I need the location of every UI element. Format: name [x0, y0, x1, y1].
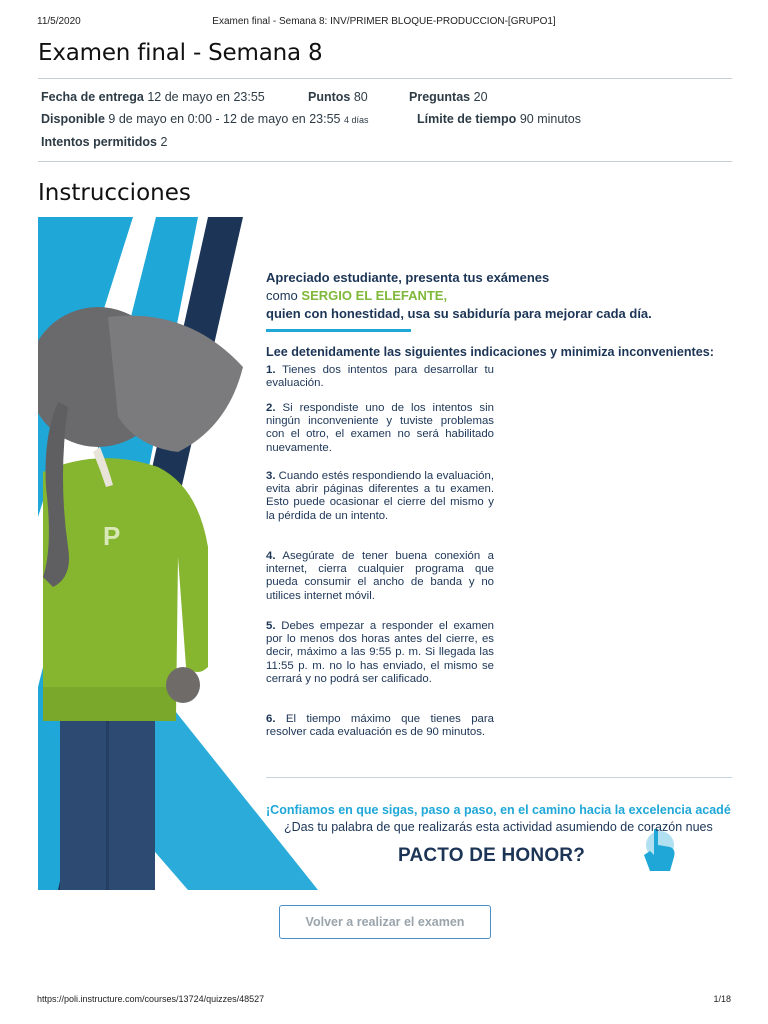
page-title: Examen final - Semana 8 [38, 40, 323, 66]
available-label: Disponible [41, 112, 105, 126]
print-footer [37, 994, 731, 1008]
banner-closing-line1: ¡Confiamos en que sigas, paso a paso, en el camino hacia la excelencia acadé [266, 803, 731, 817]
banner-intro-line2 [266, 287, 447, 304]
due-date [41, 90, 265, 104]
banner-intro-line1: Apreciado estudiante, presenta tus exámenes [266, 270, 550, 285]
figure-hand [166, 667, 200, 703]
due-label: Fecha de entrega [41, 90, 144, 104]
questions [409, 90, 488, 104]
instructions-banner [38, 217, 732, 890]
banner-intro-como: como [266, 288, 298, 303]
print-date: 11/5/2020 [37, 16, 81, 27]
attempts [41, 135, 167, 149]
retake-quiz-button[interactable]: Volver a realizar el examen [279, 905, 491, 939]
instruction-text: Debes empezar a responder el examen por lo menos dos horas antes del cierre, es decir, máximo a las 9:55 p. m. Si llegada las 11:55 p. m. no lo has enviado, el mismo se cerrará y no podrá ser calificado. [266, 620, 494, 685]
attempts-value: 2 [160, 135, 168, 149]
instruction-number: 4. [266, 550, 276, 562]
instruction-number: 3. [266, 470, 276, 482]
banner-intro-name: SERGIO EL ELEFANTE, [301, 288, 448, 303]
points [308, 90, 368, 104]
print-header [37, 16, 731, 30]
instruction-number: 1. [266, 364, 276, 376]
instruction-text: Si respondiste uno de los intentos sin ningún inconveniente y tuviste problemas con el otro, el examen no será habilitado nuevamente. [266, 402, 494, 454]
instruction-number: 5. [266, 620, 276, 632]
questions-value: 20 [473, 90, 488, 104]
points-label: Puntos [308, 90, 351, 104]
instruction-number: 2. [266, 402, 276, 414]
instruction-item [266, 470, 494, 523]
attempts-label: Intentos permitidos [41, 135, 157, 149]
instruction-item [266, 620, 494, 686]
instruction-number: 6. [266, 713, 276, 725]
instruction-item [266, 402, 494, 455]
instruction-text: Cuando estés respondiendo la evaluación, evita abrir páginas diferentes a tu examen. Esto puede ocasionar el cierre del mismo y la pérdida de un intento. [266, 470, 494, 522]
available-duration: 4 días [343, 115, 369, 125]
time-limit-value: 90 minutos [519, 112, 581, 126]
divider-bottom [38, 161, 732, 162]
hoodie-logo: P [103, 521, 121, 551]
banner-lead: Lee detenidamente las siguientes indicaciones y minimiza inconvenientes: [266, 345, 714, 359]
instruction-text: Tienes dos intentos para desarrollar tu evaluación. [266, 364, 494, 390]
instruction-item [266, 713, 494, 739]
print-page-number: 1/18 [713, 994, 731, 1004]
print-url: https://poli.instructure.com/courses/13724/quizzes/48527 [37, 994, 265, 1004]
points-value: 80 [353, 90, 368, 104]
banner-pacto: PACTO DE HONOR? [398, 845, 586, 866]
time-limit-label: Límite de tiempo [417, 112, 517, 126]
print-title: Examen final - Semana 8: INV/PRIMER BLOQUE-PRODUCCION-[GRUPO1] [212, 16, 556, 27]
divider-top [38, 78, 732, 79]
time-limit [417, 112, 581, 126]
instruction-text: Asegúrate de tener buena conexión a internet, cierra cualquier programa que pueda consumir el ancho de banda y no utilices internet móvil. [266, 550, 494, 602]
banner-closing-line2: ¿Das tu palabra de que realizarás esta actividad asumiendo de corazón nues [284, 820, 713, 834]
available [41, 112, 369, 126]
questions-label: Preguntas [409, 90, 471, 104]
available-value: 9 de mayo en 0:00 - 12 de mayo en 23:55 [108, 112, 341, 126]
instruction-item [266, 364, 494, 390]
due-value: 12 de mayo en 23:55 [147, 90, 265, 104]
instruction-text: El tiempo máximo que tienes para resolver cada evaluación es de 90 minutos. [266, 713, 494, 739]
instruction-item [266, 550, 494, 603]
instructions-title: Instrucciones [38, 180, 191, 206]
banner-intro-line3: quien con honestidad, usa su sabiduría para mejorar cada día. [266, 306, 652, 321]
banner-underline [266, 329, 411, 332]
